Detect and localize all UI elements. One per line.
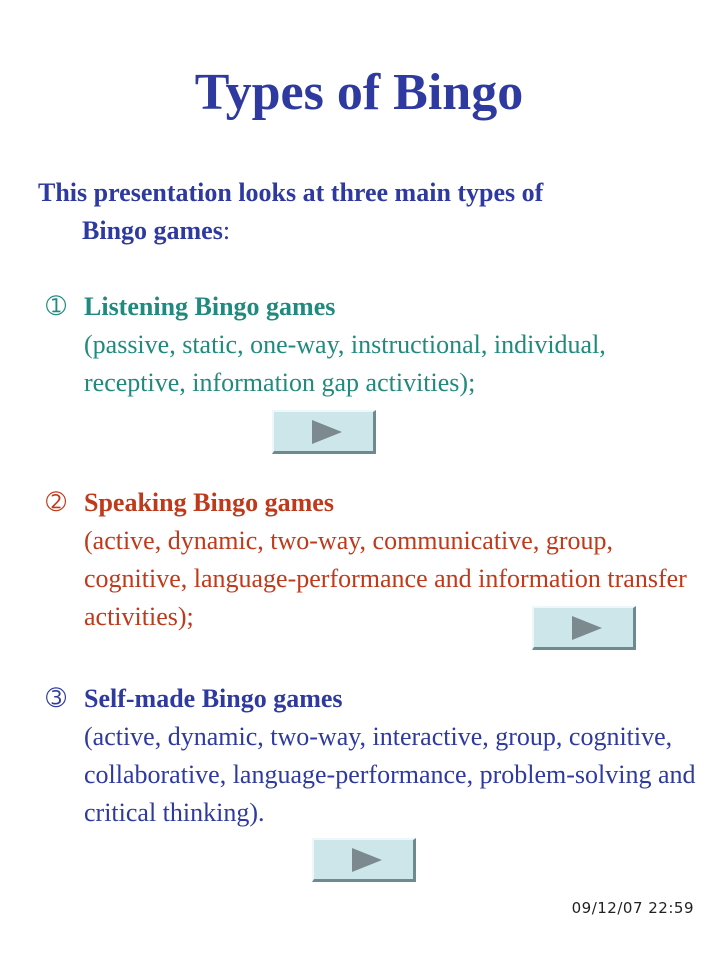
intro-line-1: This presentation looks at three main types of [38, 178, 544, 207]
item-heading: Listening Bingo games [84, 292, 336, 321]
play-button-speaking[interactable] [532, 606, 636, 650]
item-description: (passive, static, one-way, instructional, individual, receptive, information gap activities); [84, 330, 606, 397]
item-description: (active, dynamic, two-way, interactive, group, cognitive, collaborative, language-performance, problem-solving and critical thinking). [84, 722, 696, 827]
circled-two-icon: ➁ [46, 490, 67, 516]
intro-text [38, 174, 698, 250]
intro-colon: : [222, 216, 231, 245]
play-arrow-icon [572, 616, 602, 640]
item-description: (active, dynamic, two-way, communicative, group, cognitive, language-performance and information transfer activities); [84, 526, 687, 631]
item-heading: Self-made Bingo games [84, 684, 343, 713]
circled-one-icon: ➀ [46, 294, 67, 320]
item-heading: Speaking Bingo games [84, 488, 334, 517]
intro-line-2: Bingo games [82, 216, 223, 245]
list-item-listening [46, 288, 706, 402]
slide-timestamp: 09/12/07 22:59 [571, 899, 694, 917]
list-item-self-made [46, 680, 706, 832]
circled-three-icon: ➂ [46, 686, 67, 712]
play-button-self-made[interactable] [312, 838, 416, 882]
play-arrow-icon [312, 420, 342, 444]
play-arrow-icon [352, 848, 382, 872]
slide-title: Types of Bingo [194, 64, 524, 121]
play-button-listening[interactable] [272, 410, 376, 454]
